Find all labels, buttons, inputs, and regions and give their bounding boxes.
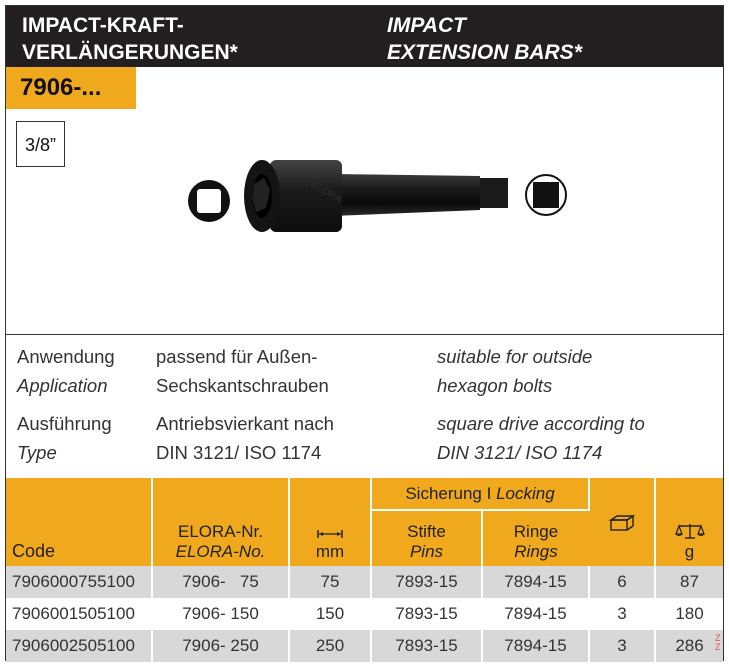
title-de-line1: IMPACT-KRAFT- bbox=[22, 14, 184, 37]
application-label bbox=[17, 342, 115, 400]
title-en-line1: IMPACT bbox=[387, 14, 466, 37]
application-de-line2: Sechskantschrauben bbox=[156, 375, 329, 396]
cell-pack: 3 bbox=[589, 598, 655, 630]
table-row bbox=[6, 566, 723, 598]
cell-elora: 7906- 250 bbox=[152, 630, 289, 662]
cell-elora: 7906- 75 bbox=[152, 566, 289, 598]
application-label-en: Application bbox=[17, 375, 108, 396]
product-code-tab: 7906-... bbox=[6, 67, 136, 109]
cell-weight: 87 bbox=[655, 566, 723, 598]
header-pack bbox=[589, 478, 655, 566]
type-de-line2: DIN 3121/ ISO 1174 bbox=[156, 442, 322, 463]
header-length bbox=[289, 478, 371, 566]
header-elora-de: ELORA-Nr. bbox=[177, 522, 264, 541]
svg-text:ELORA: ELORA bbox=[308, 179, 344, 206]
type-label-en: Type bbox=[17, 442, 57, 463]
header-pins-de: Stifte bbox=[407, 522, 446, 541]
cell-rings: 7894-15 bbox=[482, 566, 589, 598]
header-elora-en: ELORA-No. bbox=[175, 542, 266, 561]
hexagon-socket-icon bbox=[186, 178, 232, 224]
header-locking-de: Sicherung I bbox=[405, 483, 497, 503]
cell-pack: 6 bbox=[589, 566, 655, 598]
type-en-line1: square drive according to bbox=[437, 413, 645, 434]
cell-length: 150 bbox=[289, 598, 371, 630]
type-de-line1: Antriebsvierkant nach bbox=[156, 413, 334, 434]
header-rings bbox=[482, 510, 589, 566]
cell-pins: 7893-15 bbox=[371, 630, 482, 662]
cell-elora: 7906- 150 bbox=[152, 598, 289, 630]
title-english bbox=[387, 12, 582, 66]
cell-length: 75 bbox=[289, 566, 371, 598]
page-header bbox=[6, 6, 723, 67]
cell-length: 250 bbox=[289, 630, 371, 662]
type-label bbox=[17, 409, 112, 467]
application-en-line2: hexagon bolts bbox=[437, 375, 553, 396]
cell-weight: 286 bbox=[655, 630, 723, 662]
product-table bbox=[6, 478, 723, 662]
header-length-unit: mm bbox=[315, 542, 345, 561]
square-drive-icon bbox=[523, 172, 569, 218]
title-de-line2: VERLÄNGERUNGEN* bbox=[22, 41, 238, 64]
cell-rings: 7894-15 bbox=[482, 630, 589, 662]
package-icon bbox=[609, 514, 635, 532]
application-de-line1: passend für Außen- bbox=[156, 346, 318, 367]
cell-pack: 3 bbox=[589, 630, 655, 662]
drive-size-box: 3/8” bbox=[16, 121, 65, 167]
cell-code: 7906000755100 bbox=[6, 566, 152, 598]
corner-mark: Z Z bbox=[715, 633, 721, 652]
header-pins bbox=[371, 510, 482, 566]
cell-pins: 7893-15 bbox=[371, 598, 482, 630]
header-rings-de: Ringe bbox=[513, 522, 559, 541]
header-pins-en: Pins bbox=[409, 542, 444, 561]
cell-rings: 7894-15 bbox=[482, 598, 589, 630]
header-locking bbox=[371, 478, 589, 510]
title-german bbox=[22, 12, 238, 66]
title-en-line2: EXTENSION BARS* bbox=[387, 41, 582, 64]
type-text-de bbox=[156, 409, 334, 467]
application-label-de: Anwendung bbox=[17, 346, 115, 367]
cell-weight: 180 bbox=[675, 604, 704, 623]
cell-pins: 7893-15 bbox=[371, 566, 482, 598]
application-text-en bbox=[437, 342, 592, 400]
header-weight bbox=[655, 478, 723, 566]
header-rings-en: Rings bbox=[514, 542, 558, 561]
header-elora-no bbox=[152, 478, 289, 566]
length-icon bbox=[316, 528, 344, 540]
cell-code: 7906002505100 bbox=[6, 630, 152, 662]
table-row bbox=[6, 630, 723, 662]
scale-icon bbox=[675, 522, 705, 540]
cell-code: 7906001505100 bbox=[6, 598, 152, 630]
type-label-de: Ausführung bbox=[17, 413, 112, 434]
header-code: Code bbox=[6, 478, 152, 566]
application-en-line1: suitable for outside bbox=[437, 346, 593, 367]
type-en-line2: DIN 3121/ ISO 1174 bbox=[437, 442, 603, 463]
extension-bar-image bbox=[240, 150, 520, 242]
header-locking-en: Locking bbox=[496, 483, 555, 503]
header-weight-unit: g bbox=[684, 542, 695, 561]
application-text-de bbox=[156, 342, 329, 400]
table-row bbox=[6, 598, 723, 630]
type-text-en bbox=[437, 409, 645, 467]
